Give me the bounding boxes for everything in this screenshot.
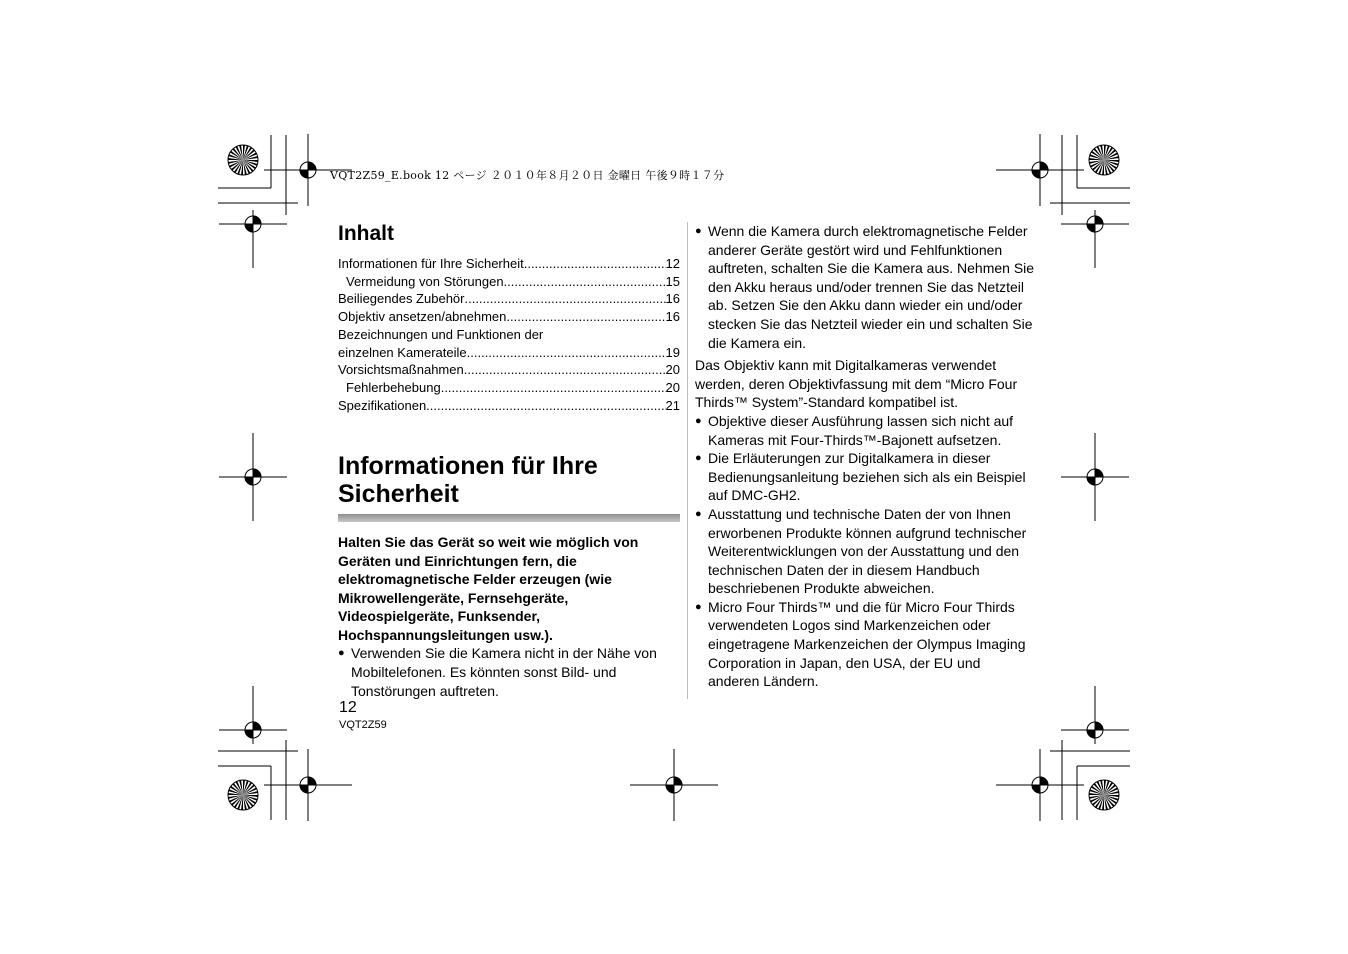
bullet-dot-icon: ● bbox=[695, 414, 702, 427]
starburst-target-icon bbox=[228, 780, 258, 810]
toc-entry-prefix: Bezeichnungen und Funktionen der bbox=[338, 326, 544, 342]
bullet-text: Micro Four Thirds™ und die für Micro Four Thirds verwendeten Logos sind Markenzeichen oder eingetragene Markenzeichen der Olympus Imaging Corporation in Japan, den USA, der EU und anderen Ländern. bbox=[708, 598, 1026, 690]
section-heading-line1: Informationen für Ihre bbox=[338, 452, 598, 481]
heading-rule bbox=[338, 514, 680, 522]
right-bullet-list-bottom bbox=[695, 412, 1035, 691]
doc-code: VQT2Z59 bbox=[339, 719, 387, 731]
lens-compatibility-paragraph: Das Objektiv kann mit Digitalkameras verwendet werden, deren Objektivfassung mit dem “Micro Four Thirds™ System”-Standard kompatibel ist. bbox=[695, 357, 1018, 411]
toc-entry bbox=[338, 397, 680, 415]
toc-entry bbox=[338, 308, 680, 326]
toc-entry-page: 15 bbox=[665, 273, 680, 289]
toc-leader-dots bbox=[506, 308, 665, 326]
bullet-item bbox=[695, 598, 1035, 691]
toc-entry-title: Vermeidung von Störungen bbox=[346, 273, 504, 289]
bullet-dot-icon: ● bbox=[695, 452, 702, 465]
toc-leader-dots bbox=[441, 379, 666, 397]
right-column bbox=[695, 222, 1035, 691]
toc-entry-title: Beiliegendes Zubehör bbox=[338, 291, 465, 307]
bullet-text: Die Erläuterungen zur Digitalkamera in dieser Bedienungsanleitung beziehen sich als ein Beispiel auf DMC-GH2. bbox=[708, 450, 1026, 504]
bullet-item bbox=[695, 412, 1035, 449]
starburst-target-icon bbox=[228, 145, 258, 175]
bullet-item bbox=[695, 449, 1035, 505]
toc-entry-page: 16 bbox=[665, 309, 680, 325]
toc-leader-dots bbox=[426, 397, 665, 415]
toc-entry-title: Spezifikationen bbox=[338, 397, 427, 413]
section-heading bbox=[338, 452, 680, 508]
starburst-target-icon bbox=[1089, 780, 1119, 810]
page-number: 12 bbox=[339, 699, 357, 716]
bullet-text: Wenn die Kamera durch elektromagnetische Felder anderer Geräte gestört wird und Fehlfunktionen auftreten, schalten Sie die Kamera aus. Nehmen Sie den Akku heraus und/oder trennen Sie das Netzteil ab. Setzen Sie den Akku dann wieder ein und/oder stecken Sie das Netzteil wieder ein und schalten Sie die Kamera ein. bbox=[708, 223, 1035, 351]
toc-entry-title: Fehlerbehebung bbox=[346, 379, 441, 395]
toc-entry-title: Vorsichtsmaßnahmen bbox=[338, 362, 464, 378]
toc-entry-page: 16 bbox=[665, 291, 680, 307]
bullet-item bbox=[695, 505, 1035, 598]
bullet-dot-icon: ● bbox=[695, 225, 702, 237]
right-bullet-list-top bbox=[695, 222, 1035, 352]
toc-leader-dots bbox=[464, 361, 666, 379]
section-heading-line2: Sicherheit bbox=[338, 480, 459, 509]
toc-leader-dots bbox=[464, 290, 665, 308]
toc-entry bbox=[338, 361, 680, 379]
toc-entry-page: 20 bbox=[665, 379, 680, 395]
bullet-item bbox=[695, 222, 1035, 352]
toc-entry-page: 12 bbox=[665, 256, 680, 271]
intro-warning: Halten Sie das Gerät so weit wie möglich von Geräten und Einrichtungen fern, die elektromagnetische Felder erzeugen (wie Mikrowellengeräte, Fernsehgeräte, Videospielgeräte, Funksender, Hochspannungsleitungen usw.). bbox=[338, 534, 639, 643]
left-column bbox=[338, 221, 680, 700]
toc-entry-page: 21 bbox=[665, 397, 680, 413]
starburst-target-icon bbox=[1089, 145, 1119, 175]
bullet-item bbox=[338, 644, 680, 700]
toc-leader-dots bbox=[504, 273, 666, 291]
toc-entry-title: Informationen für Ihre Sicherheit bbox=[338, 256, 524, 271]
bullet-text: Ausstattung und technische Daten der von Ihnen erworbenen Produkte können aufgrund technischer Weiterentwicklungen von der Ausstattung und den technischen Daten der in diesem Handbuch beschriebenen Produkte abweichen. bbox=[708, 505, 1027, 597]
bullet-dot-icon: ● bbox=[695, 507, 702, 520]
left-bullet-list bbox=[338, 644, 680, 700]
toc-leader-dots bbox=[467, 344, 666, 362]
bullet-dot-icon: ● bbox=[338, 647, 345, 660]
toc-entry-page: 20 bbox=[665, 362, 680, 378]
toc-entry bbox=[338, 379, 680, 397]
print-header-line: VQT2Z59_E.book 12 ページ ２０１０年８月２０日 金曜日 午後９時１７分 bbox=[330, 169, 725, 182]
toc-entry bbox=[338, 344, 680, 362]
toc-leader-dots bbox=[524, 255, 666, 273]
toc-entry bbox=[338, 255, 680, 273]
toc-heading: Inhalt bbox=[338, 222, 394, 245]
toc-entry-title: Objektiv ansetzen/abnehmen bbox=[338, 309, 507, 325]
toc-entry-title: einzelnen Kamerateile bbox=[338, 344, 467, 360]
toc-entry-page: 19 bbox=[665, 344, 680, 360]
column-divider bbox=[687, 222, 688, 699]
bullet-dot-icon: ● bbox=[695, 600, 702, 613]
bullet-text: Objektive dieser Ausführung lassen sich nicht auf Kameras mit Four-Thirds™-Bajonett aufsetzen. bbox=[708, 412, 1014, 448]
bullet-text: Verwenden Sie die Kamera nicht in der Nähe von Mobiltelefonen. Es könnten sonst Bild- und Tonstörungen auftreten. bbox=[351, 645, 657, 699]
toc-list bbox=[338, 255, 680, 414]
toc-entry bbox=[338, 273, 680, 291]
toc-entry bbox=[338, 290, 680, 308]
